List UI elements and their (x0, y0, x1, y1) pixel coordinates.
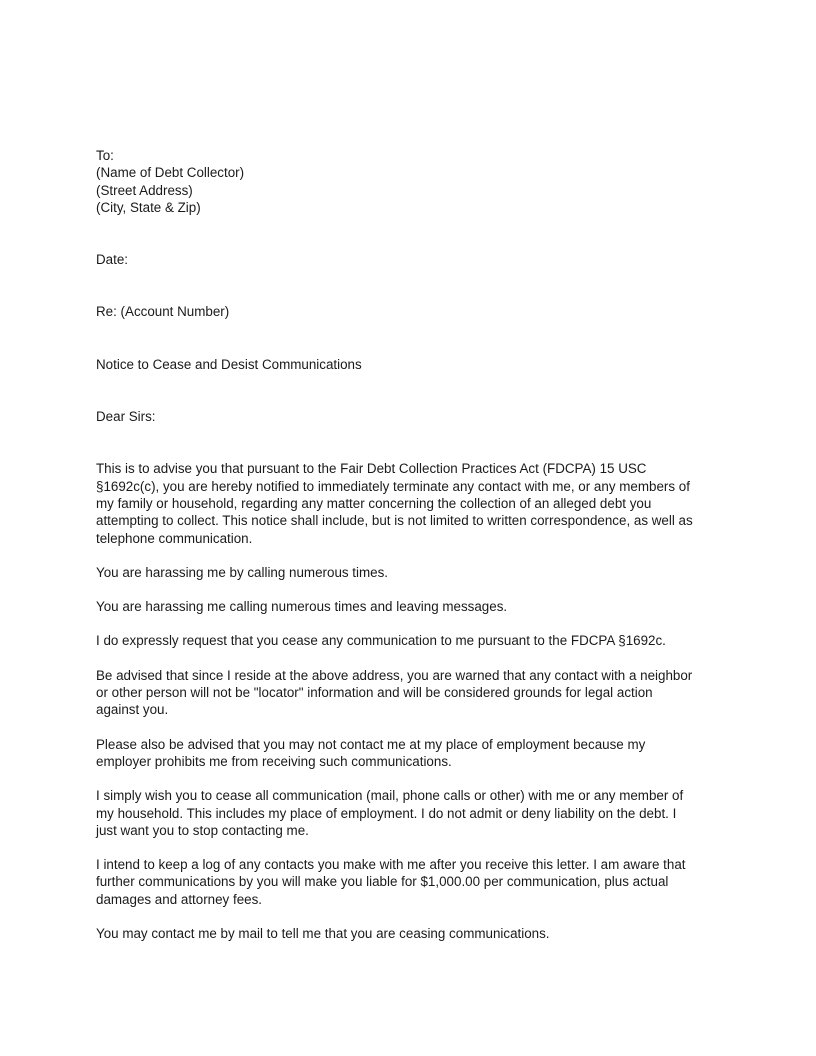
reference-line (96, 303, 726, 320)
salutation (96, 408, 726, 425)
paragraph-4 (96, 632, 726, 649)
to-label: To: (96, 148, 114, 163)
paragraph-2 (96, 564, 726, 581)
paragraph-line: §1692c(c), you are hereby notified to immediately terminate any contact with me, or any members of (96, 478, 690, 494)
letter-subject (96, 356, 726, 373)
paragraph-7 (96, 787, 726, 839)
paragraph-5 (96, 667, 726, 719)
recipient-name: (Name of Debt Collector) (96, 165, 245, 181)
paragraph-line: You are harassing me by calling numerous times. (96, 564, 389, 580)
date-label: Date: (96, 252, 129, 268)
paragraph-line: Be advised that since I reside at the above address, you are warned that any contact with a neighbor (96, 667, 693, 683)
paragraph-line: damages and attorney fees. (96, 891, 263, 907)
paragraph-line: You may contact me by mail to tell me that you are ceasing communications. (96, 926, 550, 942)
paragraph-line: You are harassing me calling numerous times and leaving messages. (96, 599, 508, 615)
recipient-city: (City, State & Zip) (96, 199, 201, 215)
letter-body (96, 147, 726, 959)
paragraph-line: my household. This includes my place of employment. I do not admit or deny liability on the debt. I (96, 805, 677, 821)
paragraph-line: my family or household, regarding any matter concerning the collection of an alleged debt you (96, 495, 652, 511)
recipient-address (96, 147, 726, 216)
paragraph-9 (96, 925, 726, 942)
paragraph-line: I simply wish you to cease all communication (mail, phone calls or other) with me or any member of (96, 788, 684, 804)
paragraph-line: This is to advise you that pursuant to the Fair Debt Collection Practices Act (FDCPA) 15 USC (96, 461, 647, 477)
paragraph-line: attempting to collect. This notice shall include, but is not limited to written correspondence, as well as (96, 513, 693, 529)
paragraph-line: further communications by you will make you liable for $1,000.00 per communication, plus actual (96, 874, 669, 890)
paragraph-line: I intend to keep a log of any contacts you make with me after you receive this letter. I am aware that (96, 857, 686, 873)
date-line (96, 251, 726, 268)
paragraph-line: just want you to stop contacting me. (96, 822, 309, 838)
paragraph-line: employer prohibits me from receiving such communications. (96, 753, 452, 769)
reference-text: Re: (Account Number) (96, 304, 230, 320)
salutation-text: Dear Sirs: (96, 409, 156, 425)
paragraph-line: against you. (96, 702, 169, 718)
subject-text: Notice to Cease and Desist Communications (96, 356, 362, 372)
paragraph-1 (96, 460, 726, 546)
paragraph-8 (96, 856, 726, 908)
letter-paragraphs (96, 460, 726, 942)
recipient-street: (Street Address) (96, 182, 193, 198)
paragraph-3 (96, 598, 726, 615)
paragraph-line: I do expressly request that you cease any communication to me pursuant to the FDCPA §1692c. (96, 633, 666, 649)
paragraph-line: Please also be advised that you may not contact me at my place of employment because my (96, 736, 646, 752)
paragraph-line: or other person will not be "locator" information and will be considered grounds for legal action (96, 685, 653, 701)
paragraph-line: telephone communication. (96, 530, 253, 546)
paragraph-6 (96, 736, 726, 771)
